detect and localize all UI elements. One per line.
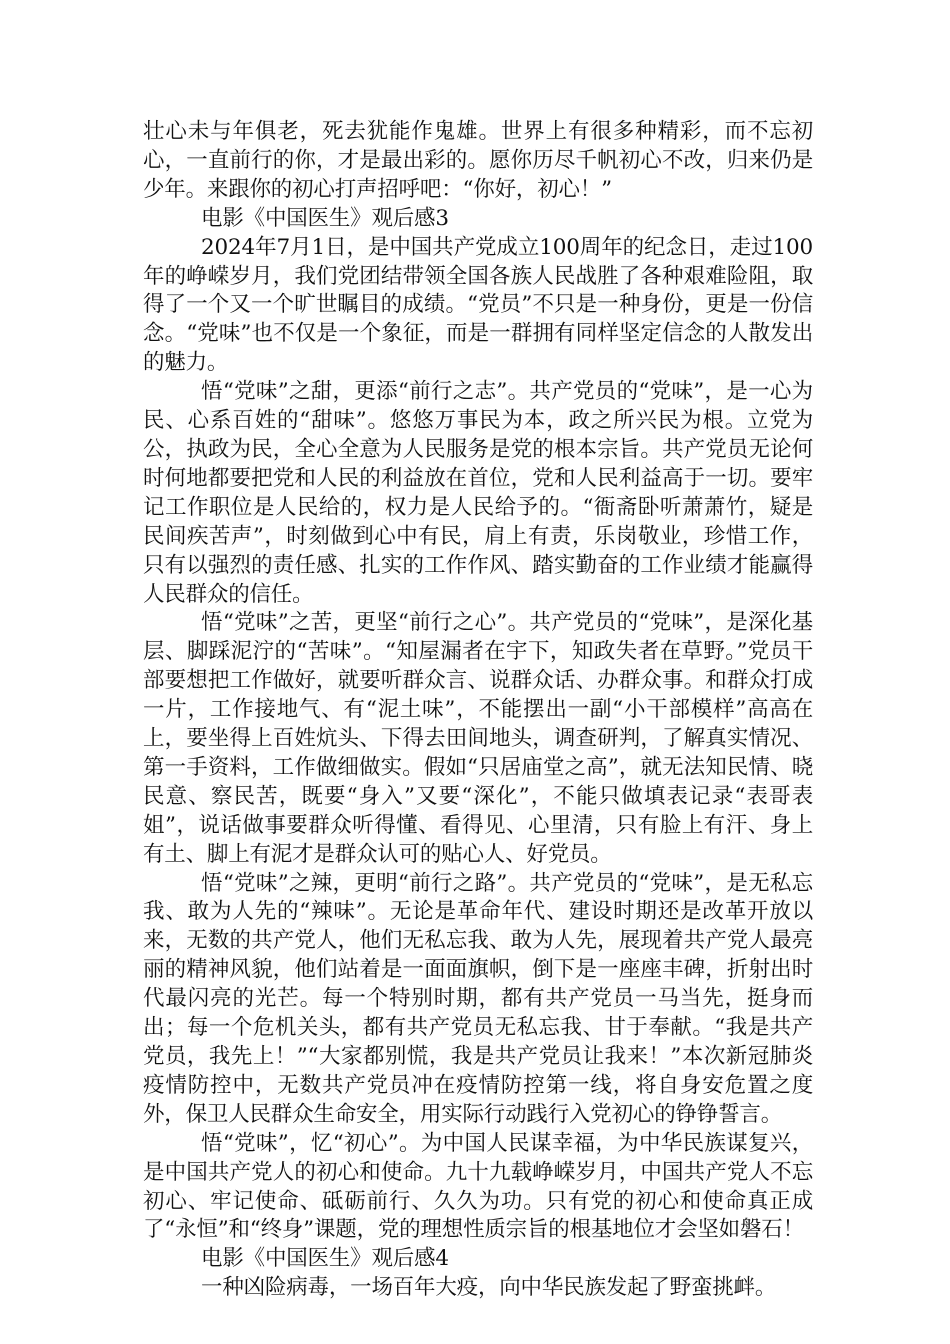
paragraph: 悟“党味”，忆“初心”。为中国人民谋幸福，为中华民族谋复兴，是中国共产党人的初心和使命。九十九载峥嵘岁月，中国共产党人不忘初心、牢记使命、砥砺前行、久久为功。只有党的初心和使命真正成了“永恒”和“终身”课题，党的理想性质宗旨的根基地位才会坚如磐石！ — [143, 1130, 813, 1243]
section-heading: 电影《中国医生》观后感3 — [201, 205, 449, 231]
paragraph: 悟“党味”之辣，更明“前行之路”。共产党员的“党味”，是无私忘我、敢为人先的“辣味”。无论是革命年代、建设时期还是改革开放以来，无数的共产党人，他们无私忘我、敢为人先，展现着共产党人最亮丽的精神风貌，他们站着是一面面旗帜，倒下是一座座丰碑，折射出时代最闪亮的光芒。每一个特别时期，都有共产党员一马当先，挺身而出；每一个危机关头，都有共产党员无私忘我、甘于奉献。“我是共产党员，我先上！”“大家都别慌，我是共产党员让我来！”本次新冠肺炎疫情防控中，无数共产党员冲在疫情防控第一线，将自身安危置之度外，保卫人民群众生命安全，用实际行动践行入党初心的铮铮誓言。 — [143, 870, 813, 1127]
paragraph: 一种凶险病毒，一场百年大疫，向中华民族发起了野蛮挑衅。 — [201, 1275, 777, 1301]
paragraph: 悟“党味”之甜，更添“前行之志”。共产党员的“党味”，是一心为民、心系百姓的“甜味”。悠悠万事民为本，政之所兴民为根。立党为公，执政为民，全心全意为人民服务是党的根本宗旨。共产党员无论何时何地都要把党和人民的利益放在首位，党和人民利益高于一切。要牢记工作职位是人民给的，权力是人民给予的。“衙斋卧听萧萧竹，疑是民间疾苦声”，时刻做到心中有民，肩上有责，乐岗敬业，珍惜工作，只有以强烈的责任感、扎实的工作作风、踏实勤奋的工作业绩才能赢得人民群众的信任。 — [143, 379, 813, 607]
paragraph: 2024年7月1日，是中国共产党成立100周年的纪念日，走过100年的峥嵘岁月，我们党团结带领全国各族人民战胜了各种艰难险阻，取得了一个又一个旷世瞩目的成绩。“党员”不只是一种身份，更是一份信念。“党味”也不仅是一个象征，而是一群拥有同样坚定信念的人散发出的魅力。 — [143, 234, 813, 376]
section-heading: 电影《中国医生》观后感4 — [201, 1246, 449, 1272]
paragraph: 悟“党味”之苦，更坚“前行之心”。共产党员的“党味”，是深化基层、脚踩泥泞的“苦味”。“知屋漏者在宇下，知政失者在草野。”党员干部要想把工作做好，就要听群众言、说群众话、办群众事。和群众打成一片，工作接地气、有“泥土味”，不能摆出一副“小干部模样”高高在上，要坐得上百姓炕头、下得去田间地头，调查研判，了解真实情况、第一手资料，工作做细做实。假如“只居庙堂之高”，就无法知民情、晓民意、察民苦，既要“身入”又要“深化”，不能只做填表记录“表哥表姐”，说话做事要群众听得懂、看得见、心里清，只有脸上有汗、身上有土、脚上有泥才是群众认可的贴心人、好党员。 — [143, 610, 813, 867]
document-body — [143, 118, 813, 1303]
paragraph-continuation: 壮心未与年俱老，死去犹能作鬼雄。世界上有很多种精彩，而不忘初心，一直前行的你，才是最出彩的。愿你历尽千帆初心不改，归来仍是少年。来跟你的初心打声招呼吧：“你好，初心！” — [143, 119, 813, 202]
